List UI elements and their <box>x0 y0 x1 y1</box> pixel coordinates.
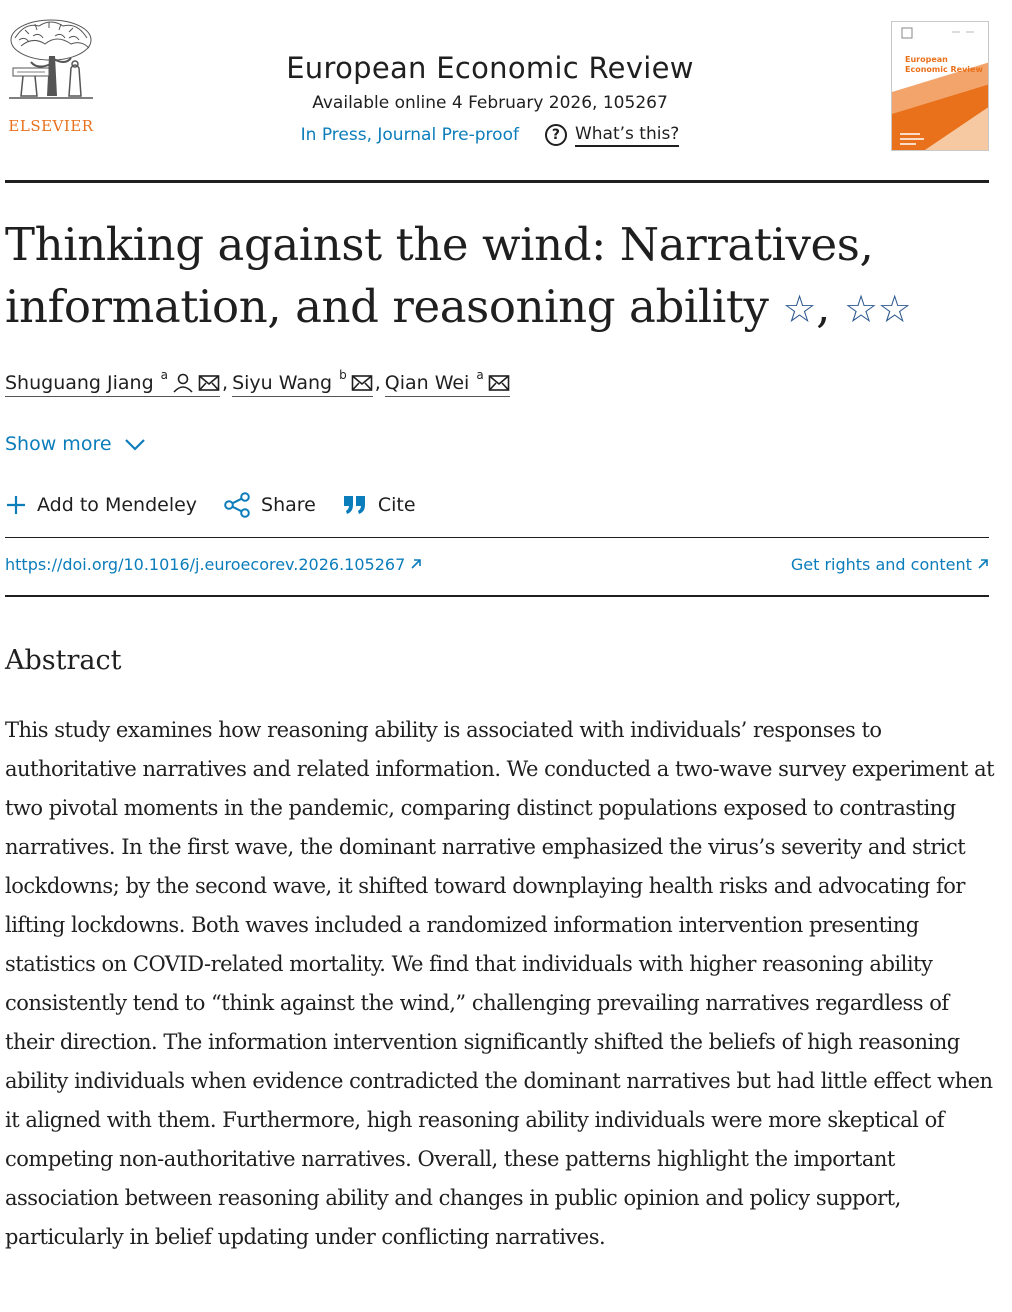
show-more-button[interactable] <box>5 433 146 455</box>
abstract-divider <box>5 595 989 597</box>
get-rights-text: Get rights and content <box>790 555 972 574</box>
author-separator: , <box>222 372 229 394</box>
whats-this-label: What’s this? <box>575 123 679 147</box>
author-affiliation: a <box>160 368 169 382</box>
author-link-wang[interactable] <box>232 368 373 397</box>
add-to-mendeley-label: Add to Mendeley <box>37 494 198 516</box>
author-link-jiang[interactable] <box>5 368 220 397</box>
title-footnote-double-star-link[interactable]: ☆☆ <box>843 287 912 331</box>
envelope-icon <box>351 374 373 392</box>
author-affiliation: b <box>339 368 347 382</box>
plus-icon <box>5 494 27 516</box>
envelope-icon <box>198 374 220 392</box>
publisher-name: ELSEVIER <box>8 117 94 135</box>
journal-header <box>5 0 989 182</box>
get-rights-link[interactable] <box>791 555 989 574</box>
envelope-icon <box>488 374 510 392</box>
availability-date: Available online 4 February 2026, 105267 <box>312 93 668 113</box>
doi-link[interactable] <box>5 555 422 574</box>
journal-title-link[interactable]: European Economic Review <box>286 51 694 85</box>
author-affiliation: a <box>476 368 484 382</box>
title-footnote-star-link[interactable]: ☆ <box>782 287 817 331</box>
share-label: Share <box>261 494 316 516</box>
author-name: Siyu Wang <box>232 372 333 394</box>
cover-title <box>905 55 983 75</box>
author-name: Qian Wei <box>384 372 470 394</box>
person-icon <box>172 373 194 393</box>
title-footnote-separator: , <box>816 280 831 333</box>
journal-info <box>205 48 775 148</box>
elsevier-logo[interactable] <box>5 16 97 135</box>
journal-status-row <box>205 122 775 148</box>
elsevier-tree-icon <box>5 16 97 102</box>
author-name: Shuguang Jiang <box>5 372 154 394</box>
question-mark-icon: ? <box>545 124 567 146</box>
add-to-mendeley-button[interactable] <box>5 494 197 516</box>
cover-title-line1: European <box>905 55 948 64</box>
abstract-heading: Abstract <box>5 645 122 676</box>
article-actions <box>5 492 442 518</box>
article-title <box>5 214 995 340</box>
quote-icon <box>342 494 368 516</box>
author-link-wei[interactable] <box>384 368 510 397</box>
journal-cover-thumbnail[interactable] <box>891 21 989 151</box>
title-line-1: Thinking against the wind: Narratives, <box>5 218 874 271</box>
cite-label: Cite <box>377 494 416 516</box>
abstract-text: This study examines how reasoning ability is associated with individuals’ responses to authoritative narratives and related information. We conducted a two-wave survey experiment at two pivotal moments in the pandemic, comparing distinct populations exposed to contrasting narratives. In the first wave, the dominant narrative emphasized the virus’s severity and strict lockdowns; by the second wave, it shifted toward downplaying health risks and advocating for lifting lockdowns. Both waves included a randomized information intervention presenting statistics on COVID-related mortality. We find that individuals with higher reasoning ability consistently tend to “think against the wind,” challenging prevailing narratives regardless of their direction. The information intervention significantly shifted the beliefs of high reasoning ability individuals when evidence contradicted the dominant narratives but had little effect when it aligned with them. Furthermore, high reasoning ability individuals were more skeptical of competing non-authoritative narratives. Overall, these patterns highlight the important association between reasoning ability and changes in public opinion and policy support, particularly in belief updating under conflicting narratives. <box>5 718 995 1249</box>
external-link-icon <box>410 558 422 570</box>
chevron-down-icon <box>124 437 146 451</box>
cite-button[interactable] <box>342 494 416 516</box>
external-link-icon <box>977 558 989 570</box>
show-more-label: Show more <box>5 433 112 455</box>
status-link[interactable]: In Press, Journal Pre-proof <box>300 125 519 145</box>
cover-title-line2: Economic Review <box>905 65 983 74</box>
author-separator: , <box>374 372 381 394</box>
cover-art-icon <box>892 22 989 151</box>
header-divider <box>5 180 989 183</box>
actions-divider <box>5 537 989 538</box>
title-line-2: information, and reasoning ability <box>5 280 769 333</box>
share-button[interactable] <box>223 492 316 518</box>
whats-this-button[interactable] <box>545 123 679 147</box>
share-icon <box>223 492 251 518</box>
doi-link-text: https://doi.org/10.1016/j.euroecorev.2026.105267 <box>5 555 406 574</box>
author-list <box>5 368 510 397</box>
